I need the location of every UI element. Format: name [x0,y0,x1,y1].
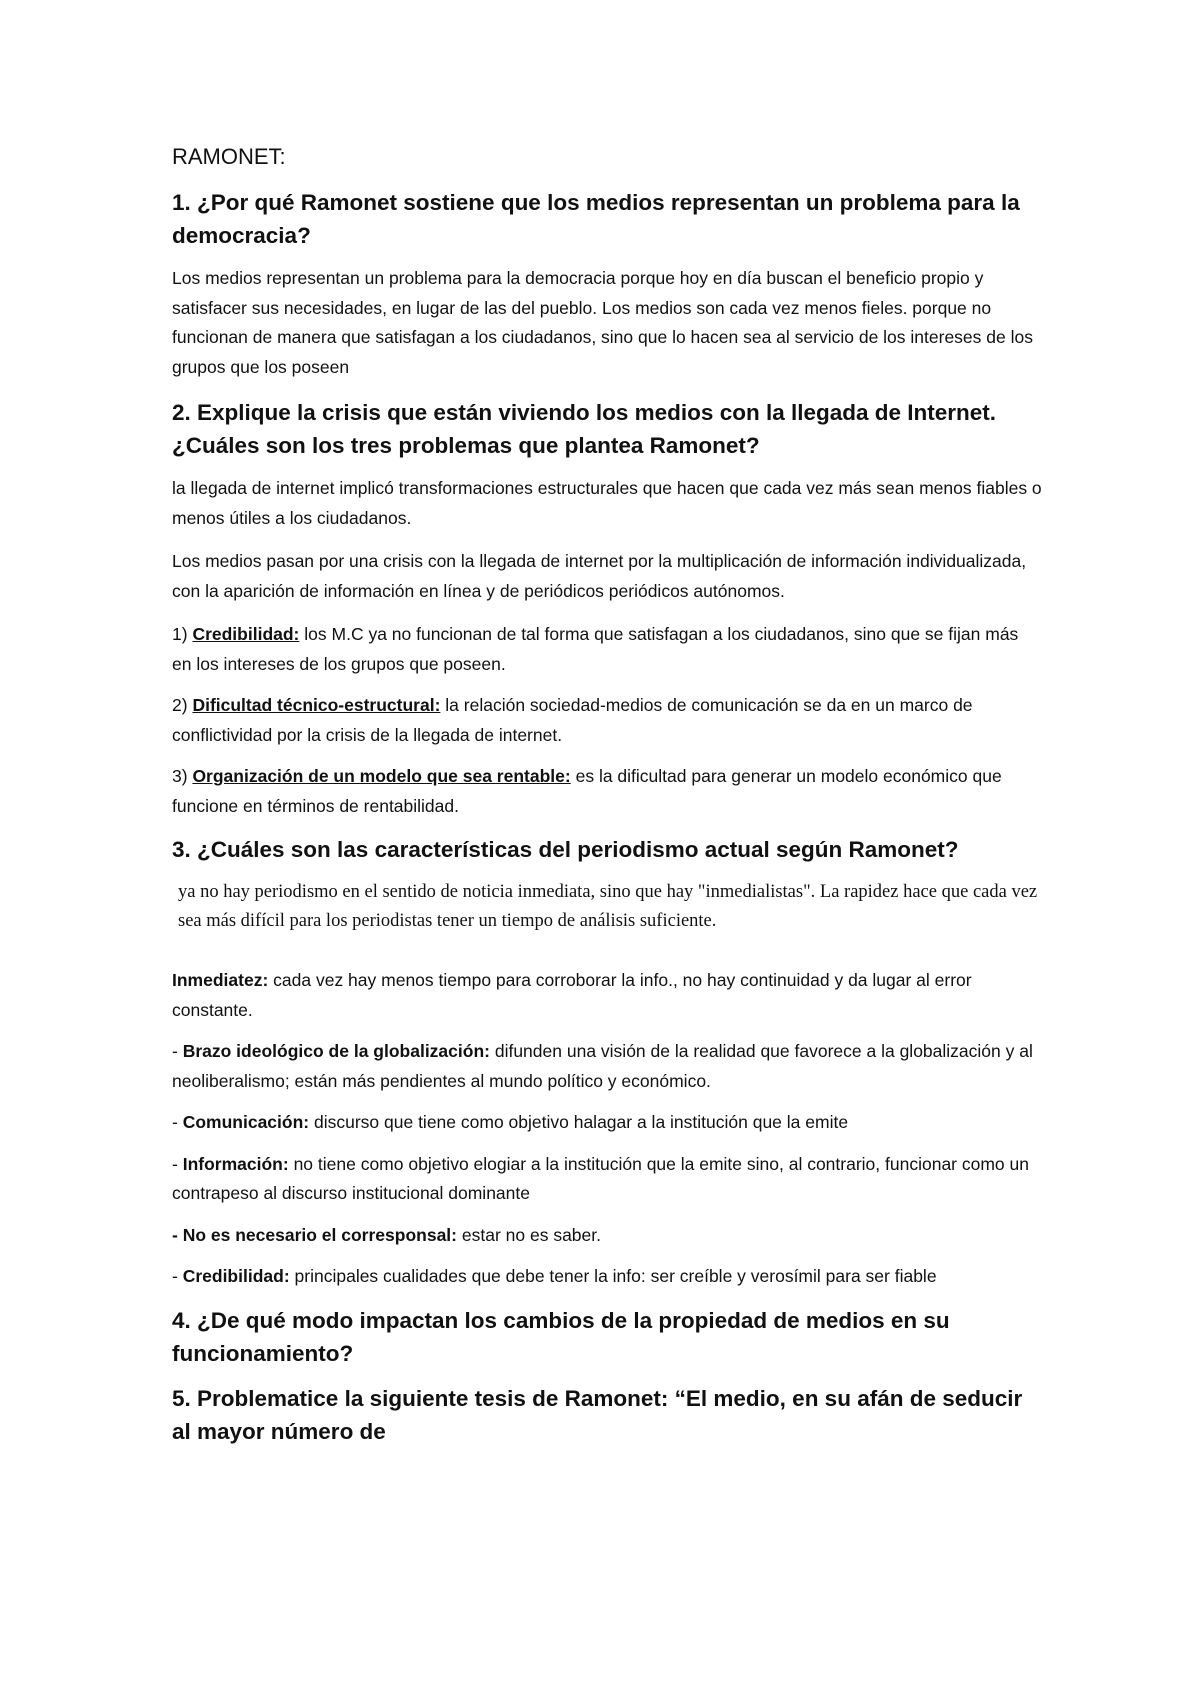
trait-term: Inmediatez: [172,970,269,990]
problem-text: es la dificultad para generar un modelo económico que funcione en términos de rentabilidad. [172,766,1002,816]
problem-number: 1) [172,624,188,644]
trait-term: No es necesario el corresponsal: [182,1224,457,1245]
problem-term: Credibilidad: [192,624,300,644]
trait-item [172,966,1042,1025]
question-2: 2. Explique la crisis que están viviendo los medios con la llegada de Internet. ¿Cuáles son los tres problemas que plantea Ramonet? [172,400,997,458]
answer-3-intro: ya no hay periodismo en el sentido de noticia inmediata, sino que hay "inmedialistas". La rapidez hace que cada vez sea más difícil para los periodistas tener un tiempo de análisis suficiente. [178,882,1038,931]
answer-1: Los medios representan un problema para la democracia porque hoy en día buscan el beneficio propio y satisfacer sus necesidades, en lugar de las del pueblo. Los medios son cada vez menos fieles. porque no funcionan de manera que satisfagan a los ciudadanos, sino que lo hacen sea al servicio de los intereses de los grupos que los poseen [172,268,1033,377]
trait-prefix: - [172,1266,183,1286]
trait-text: difunden una visión de la realidad que favorece a la globalización y al neoliberalismo; están más pendientes al mundo político y económico. [172,1041,1033,1091]
trait-term: Información: [182,1153,289,1174]
trait-term: Brazo ideológico de la globalización: [182,1041,490,1061]
answer-2-paragraph-2: Los medios pasan por una crisis con la llegada de internet por la multiplicación de información individualizada, con la aparición de información en línea y de periódicos periódicos autónomos. [172,551,1027,601]
trait-text: discurso que tiene como objetivo halagar a la institución que la emite [313,1112,849,1132]
document-page [172,142,1042,1460]
trait-item [172,1221,1042,1251]
answer-2-paragraph-1: la llegada de internet implicó transformaciones estructurales que hacen que cada vez más sean menos fiables o menos útiles a los ciudadanos. [172,478,1042,528]
trait-item [172,1108,1042,1138]
problem-text: los M.C ya no funcionan de tal forma que satisfagan a los ciudadanos, sino que se fijan más en los intereses de los grupos que poseen. [172,624,1019,674]
problem-item [172,691,1042,750]
trait-item [172,1037,1042,1096]
problem-term: Organización de un modelo que sea rentable: [192,766,571,786]
trait-item [172,1150,1042,1209]
trait-text: principales cualidades que debe tener la info: ser creíble y verosímil para ser fiable [294,1266,937,1286]
trait-prefix: - [172,1224,183,1245]
question-1: 1. ¿Por qué Ramonet sostiene que los medios representan un problema para la democracia? [172,190,1020,248]
question-5: 5. Problematice la siguiente tesis de Ramonet: “El medio, en su afán de seducir al mayor número de [172,1385,1023,1444]
trait-text: cada vez hay menos tiempo para corroborar la info., no hay continuidad y da lugar al error constante. [172,970,972,1020]
trait-prefix: - [172,1041,183,1061]
problem-number: 3) [172,766,188,786]
trait-term: Comunicación: [182,1112,310,1132]
problem-term: Dificultad técnico-estructural: [192,695,441,715]
trait-term: Credibilidad: [182,1266,290,1286]
problem-item [172,762,1042,821]
trait-text: no tiene como objetivo elogiar a la institución que la emite sino, al contrario, funcionar como un contrapeso al discurso institucional dominante [172,1153,1029,1203]
trait-item [172,1262,1042,1292]
trait-prefix: - [172,1153,183,1174]
document-title: RAMONET: [172,144,286,169]
trait-text: estar no es saber. [461,1224,601,1245]
problem-text: la relación sociedad-medios de comunicación se da en un marco de conflictividad por la crisis de la llegada de internet. [172,695,973,745]
question-3: 3. ¿Cuáles son las características del periodismo actual según Ramonet? [172,837,959,862]
problem-item [172,620,1042,679]
question-4: 4. ¿De qué modo impactan los cambios de la propiedad de medios en su funcionamiento? [172,1307,950,1366]
problem-number: 2) [172,695,188,715]
trait-prefix: - [172,1112,183,1132]
